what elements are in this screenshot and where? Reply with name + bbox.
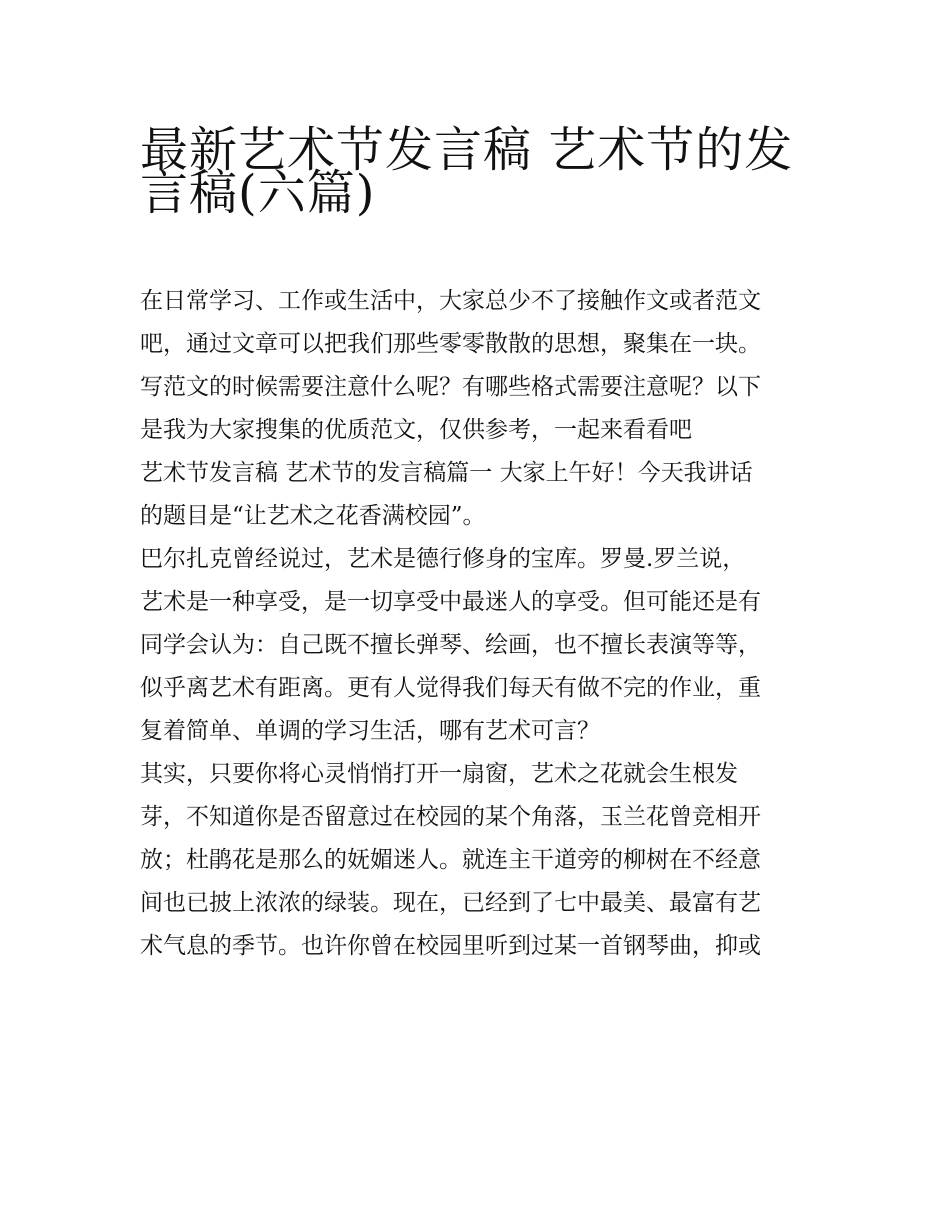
text-line: 艺术是一种享受，是一切享受中最迷人的享受。但可能还是有 xyxy=(140,589,761,615)
paragraph-art-quotes xyxy=(140,538,820,753)
text-line: 艺术节发言稿 艺术节的发言稿篇一 大家上午好！今天我讲话 xyxy=(140,460,753,486)
text-line: 的题目是“让艺术之花香满校园”。 xyxy=(140,503,486,529)
text-line: 似乎离艺术有距离。更有人觉得我们每天有做不完的作业，重 xyxy=(140,675,761,701)
paragraph-campus-art xyxy=(140,753,820,968)
paragraph-intro xyxy=(140,280,820,452)
text-line: 复着简单、单调的学习生活，哪有艺术可言？ xyxy=(140,718,600,744)
text-line: 芽，不知道你是否留意过在校园的某个角落，玉兰花曾竞相开 xyxy=(140,804,761,830)
text-line: 巴尔扎克曾经说过，艺术是德行修身的宝库。罗曼.罗兰说， xyxy=(140,546,746,572)
document-body xyxy=(140,280,820,968)
text-line: 在日常学习、工作或生活中，大家总少不了接触作文或者范文 xyxy=(140,288,761,314)
text-line: 其实，只要你将心灵悄悄打开一扇窗，艺术之花就会生根发 xyxy=(140,761,738,787)
text-line: 是我为大家搜集的优质范文，仅供参考，一起来看看吧 xyxy=(140,417,692,443)
text-line: 写范文的时候需要注意什么呢？有哪些格式需要注意呢？以下 xyxy=(140,374,761,400)
text-line: 术气息的季节。也许你曾在校园里听到过某一首钢琴曲，抑或 xyxy=(140,933,761,959)
title-line: 最新艺术节发言稿 艺术节的发 xyxy=(140,122,794,178)
text-line: 间也已披上浓浓的绿装。现在，已经到了七中最美、最富有艺 xyxy=(140,890,761,916)
paragraph-speech-opening xyxy=(140,452,820,538)
title-line: 言稿(六篇) xyxy=(140,165,376,221)
document-title xyxy=(140,112,820,221)
text-line: 放；杜鹃花是那么的妩媚迷人。就连主干道旁的柳树在不经意 xyxy=(140,847,761,873)
text-line: 同学会认为：自己既不擅长弹琴、绘画，也不擅长表演等等， xyxy=(140,632,761,658)
text-line: 吧，通过文章可以把我们那些零零散散的思想，聚集在一块。 xyxy=(140,331,761,357)
